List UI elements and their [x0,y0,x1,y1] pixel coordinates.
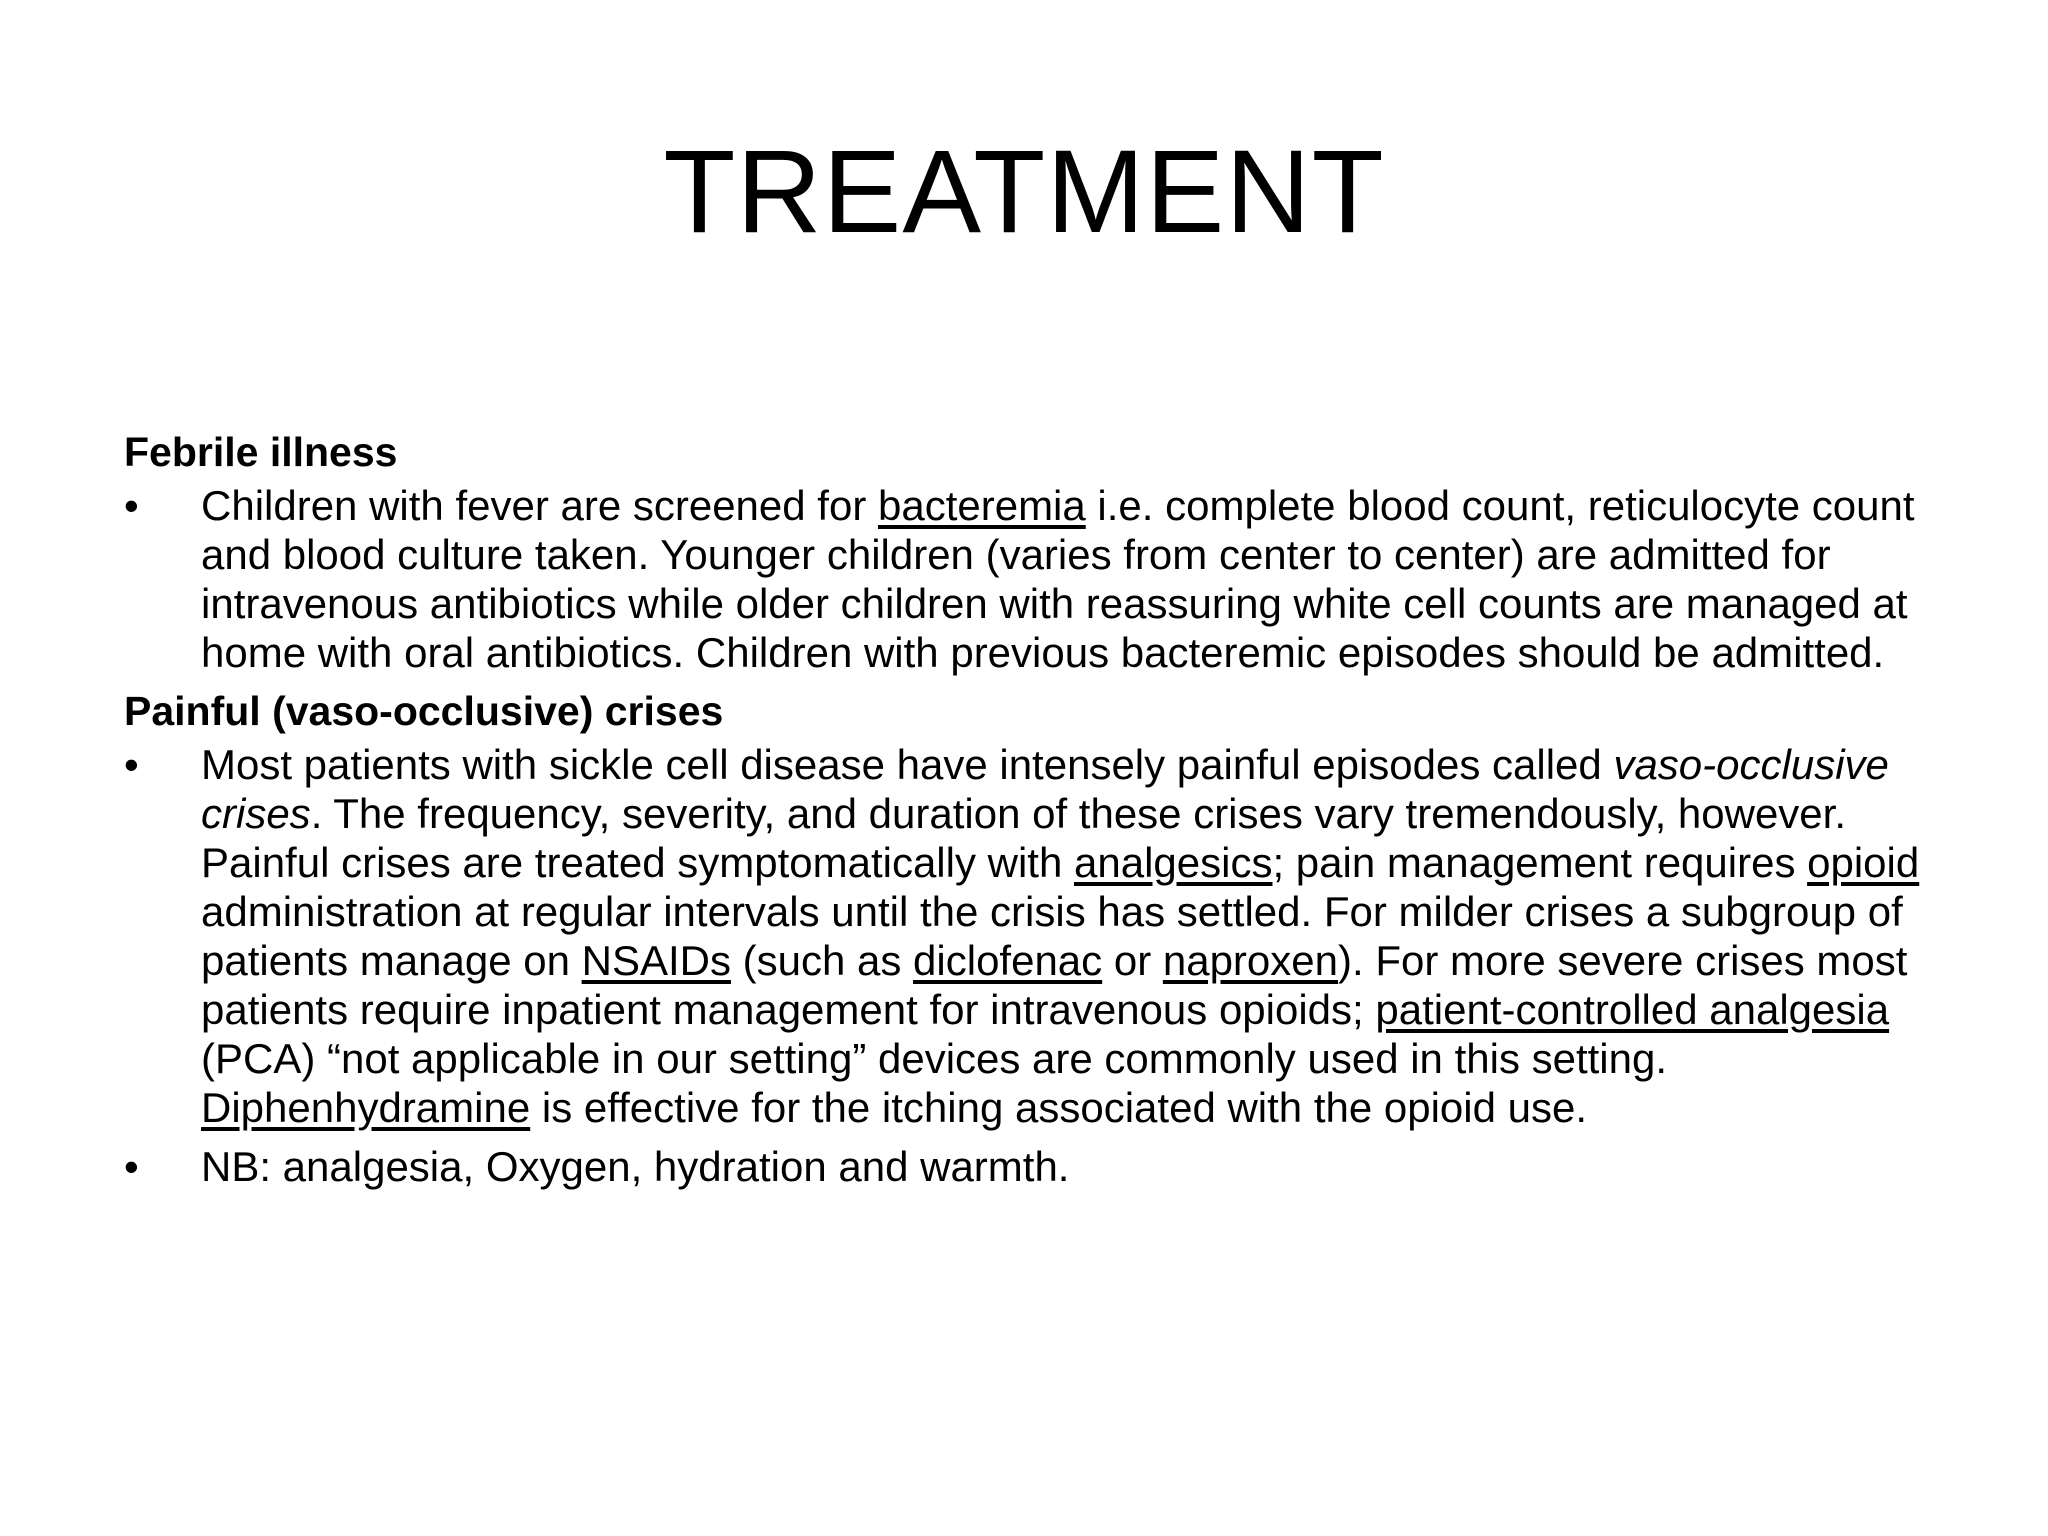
bullet-text: NB: analgesia, Oxygen, hydration and warmth. [201,1143,1070,1190]
link-analgesics[interactable]: analgesics [1074,839,1273,886]
bullet-febrile-screening [124,481,1954,677]
bullet-vaso-occlusive-crises [124,740,1954,1132]
link-diclofenac[interactable]: diclofenac [913,937,1103,984]
bullet-text: ). For more severe crises most patients require inpatient management for intravenous opioids; [201,937,1908,1033]
bullet-text: or [1102,937,1163,984]
link-naproxen[interactable]: naproxen [1162,937,1338,984]
section-heading-painful-crises: Painful (vaso-occlusive) crises [124,688,724,734]
bullet-text: is effective for the itching associated with the opioid use. [530,1084,1588,1131]
bullet-text: . The frequency, severity, and duration of these crises vary tremendously, however. Painful crises are treated symptomatically with [201,790,1847,886]
bullet-text: Children with fever are screened for [201,482,878,529]
bullet-text: administration at regular intervals until the crisis has settled. For milder crises a subgroup of patients manage on [201,888,1903,984]
bullet-marker: • [124,1143,139,1190]
slide-body [124,428,1954,1201]
bullet-nb-summary [124,1142,1954,1191]
bullet-marker: • [124,482,139,529]
slide-title: TREATMENT [663,126,1385,258]
bullet-text: ; pain management requires [1272,839,1808,886]
bullet-text: (such as [730,937,914,984]
bullet-text: (PCA) “not applicable in our setting” devices are commonly used in this setting. [201,1035,1668,1082]
link-nsaids[interactable]: NSAIDs [581,937,731,984]
section-heading-febrile-illness: Febrile illness [124,429,398,475]
link-bacteremia[interactable]: bacteremia [877,482,1086,529]
bullet-marker: • [124,741,139,788]
bullet-text: i.e. complete blood count, reticulocyte count and blood culture taken. Younger children (varies from center to center) are admitted for intravenous antibiotics while older children with reassuring white cell counts are managed at home with oral antibiotics. Children with previous bacteremic episodes should be admitted. [201,482,1915,676]
link-diphenhydramine[interactable]: Diphenhydramine [201,1084,531,1131]
link-patient-controlled-analgesia[interactable]: patient-controlled analgesia [1375,986,1890,1033]
bullet-text: Most patients with sickle cell disease have intensely painful episodes called [201,741,1614,788]
italic-term-vaso-occlusive-crises: vaso-occlusive crises [201,741,1889,837]
link-opioid[interactable]: opioid [1807,839,1920,886]
